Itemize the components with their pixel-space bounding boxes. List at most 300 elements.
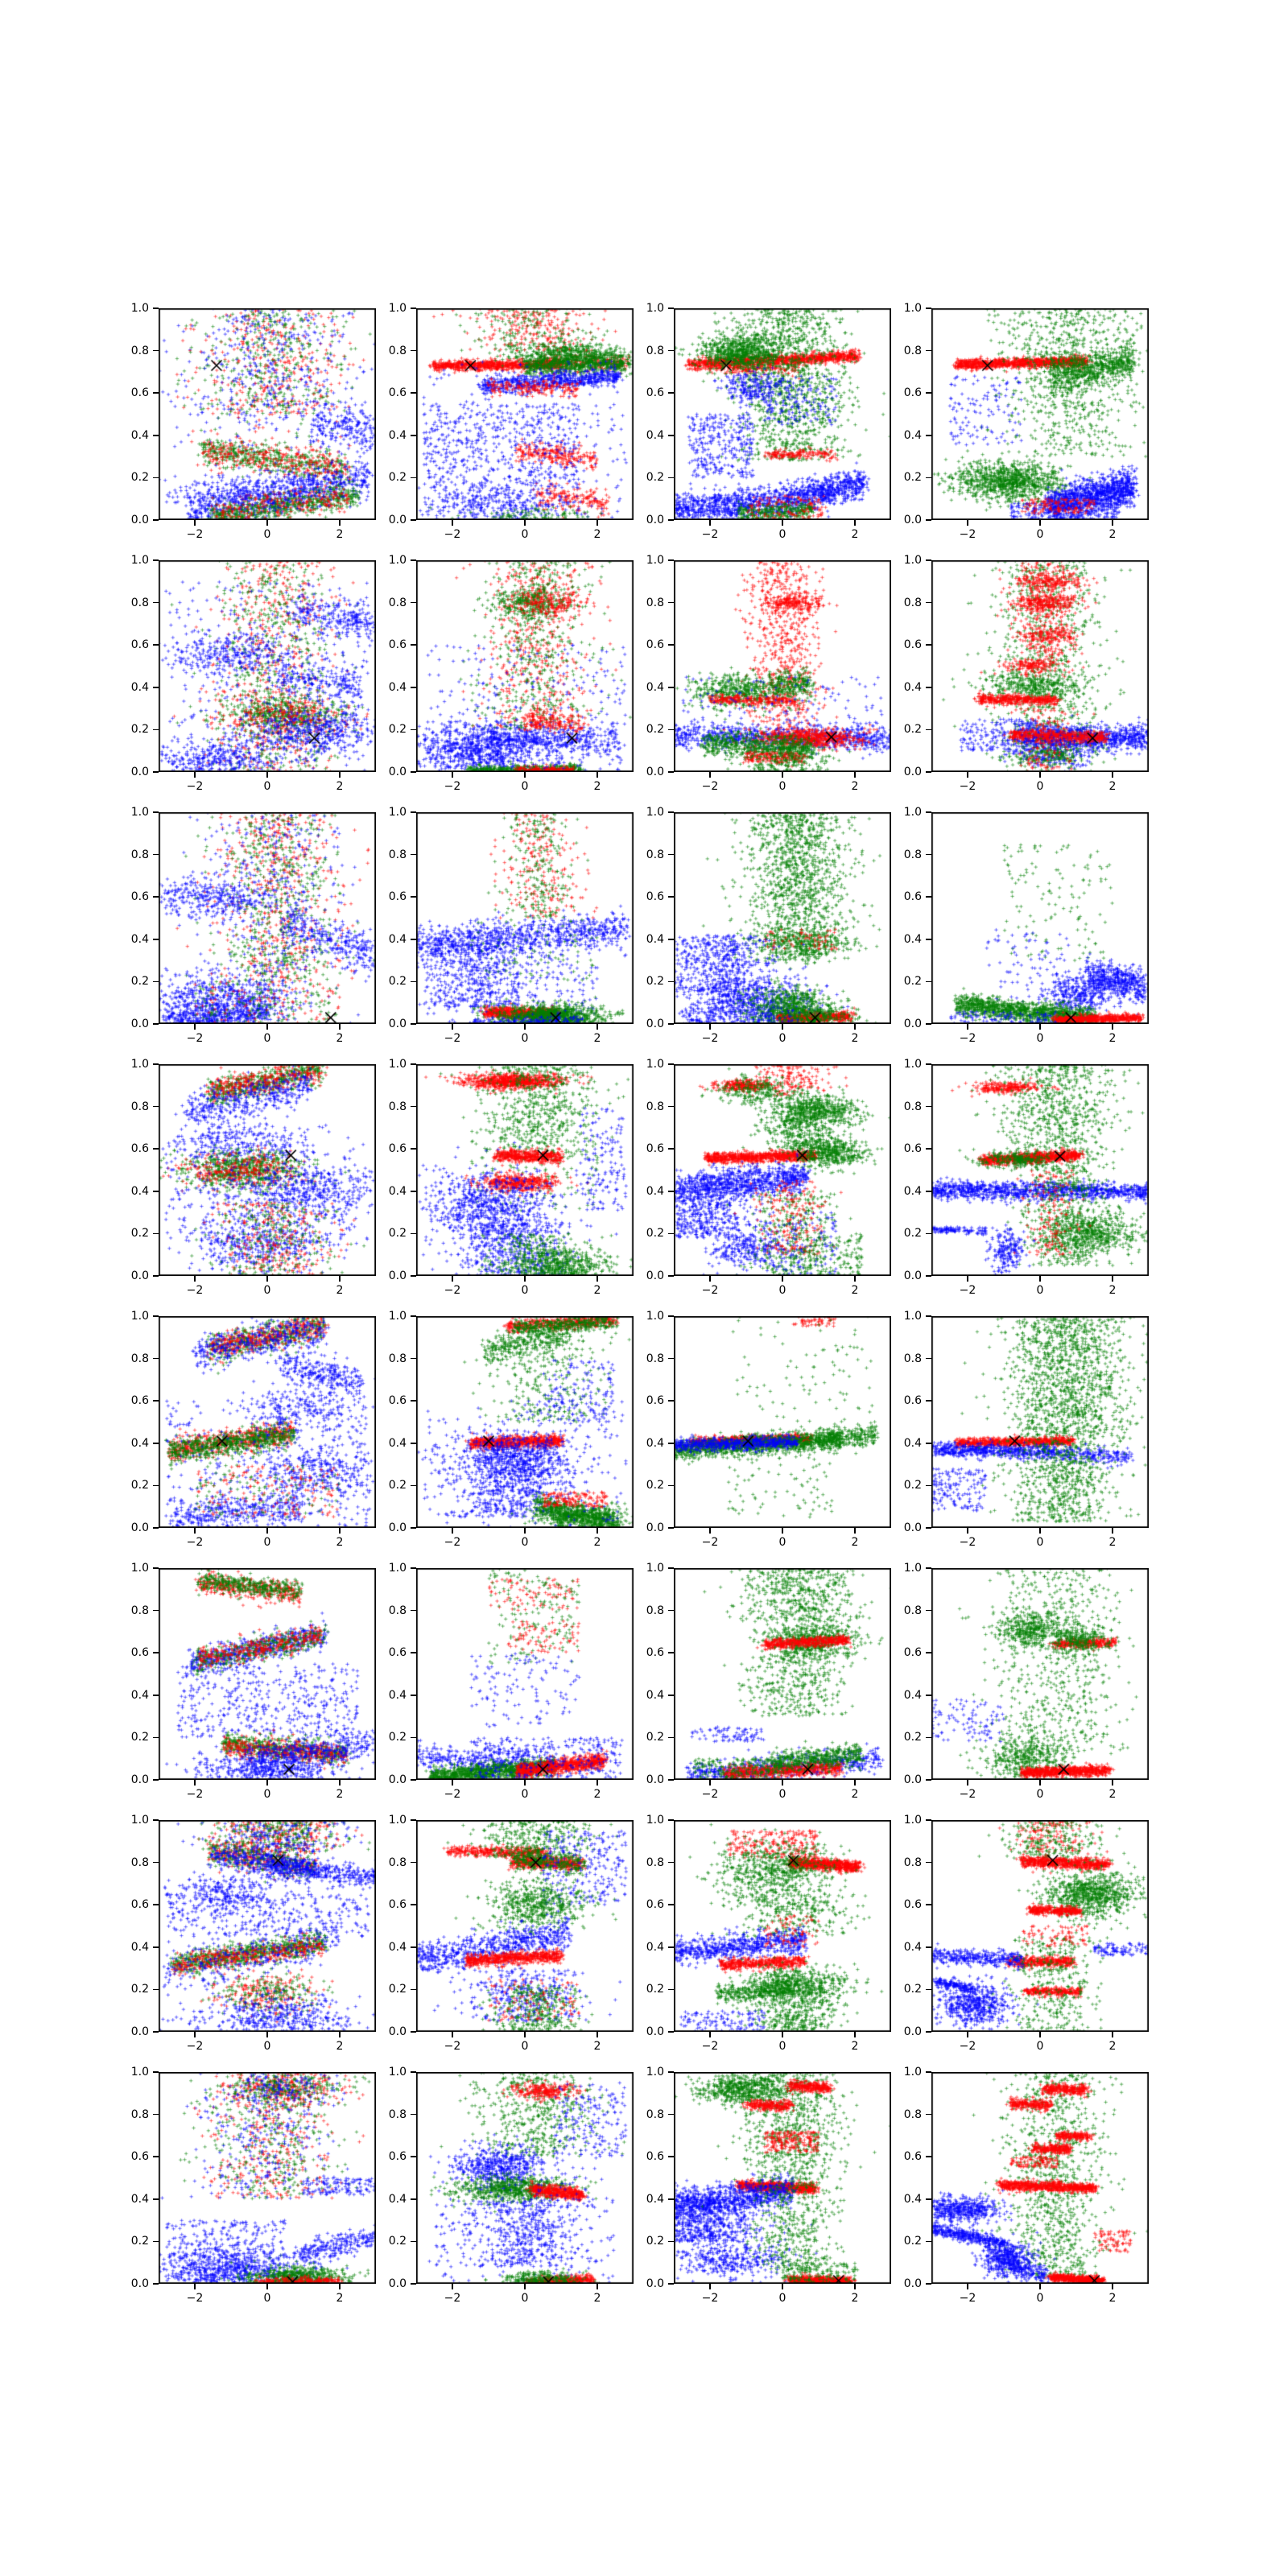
x-tick-mark (709, 772, 711, 778)
y-tick-mark (926, 1652, 931, 1653)
y-tick-label: 0.4 (646, 1688, 664, 1702)
x-tick-mark (597, 772, 598, 778)
y-tick-label: 0.6 (646, 386, 664, 400)
x-tick-mark (967, 1780, 968, 1785)
y-tick-mark (926, 2156, 931, 2157)
scatter-plot-canvas (931, 2072, 1149, 2284)
x-tick-label: 2 (336, 2040, 344, 2053)
y-tick-label: 0.6 (903, 1142, 922, 1156)
y-tick-mark (926, 1904, 931, 1905)
y-tick-label: 0.2 (646, 975, 664, 989)
x-tick-mark (709, 1024, 711, 1030)
x-tick-mark (854, 520, 856, 526)
y-tick-label: 0.8 (646, 596, 664, 609)
x-tick-label: 2 (851, 780, 859, 793)
y-tick-mark (153, 1148, 159, 1150)
x-tick-label: −2 (701, 1788, 719, 1801)
y-tick-label: 0.2 (130, 723, 149, 737)
x-tick-label: 0 (521, 1788, 529, 1801)
y-tick-label: 1.0 (646, 554, 664, 567)
y-tick-label: 0.6 (388, 1646, 407, 1660)
y-tick-mark (926, 308, 931, 309)
x-tick-mark (967, 1276, 968, 1282)
y-tick-label: 1.0 (388, 1562, 407, 1575)
x-tick-mark (194, 1780, 196, 1785)
y-tick-mark (668, 981, 674, 983)
x-tick-mark (967, 2032, 968, 2037)
x-tick-mark (524, 1780, 526, 1785)
x-tick-mark (1112, 1276, 1113, 1282)
y-tick-mark (153, 1275, 159, 1277)
y-tick-label: 0.6 (130, 1394, 149, 1408)
x-tick-mark (524, 1528, 526, 1534)
x-tick-label: −2 (701, 1032, 719, 1045)
y-tick-mark (926, 644, 931, 646)
y-tick-label: 0.4 (903, 1436, 922, 1450)
subplot-r4c3 (646, 1058, 891, 1297)
x-tick-mark (266, 520, 268, 526)
y-tick-mark (668, 1652, 674, 1653)
y-tick-mark (926, 1063, 931, 1065)
x-tick-label: 2 (1108, 2040, 1117, 2053)
x-tick-label: 0 (778, 1536, 786, 1549)
y-tick-mark (411, 729, 416, 731)
y-tick-mark (668, 1737, 674, 1739)
x-tick-label: 2 (593, 1284, 601, 1297)
y-tick-mark (411, 2031, 416, 2033)
x-tick-label: −2 (444, 780, 461, 793)
y-tick-mark (926, 435, 931, 436)
x-tick-mark (1039, 2284, 1041, 2289)
x-tick-label: 0 (263, 1284, 271, 1297)
y-tick-mark (153, 1652, 159, 1653)
y-tick-label: 0.2 (388, 2235, 407, 2248)
y-tick-label: 0.4 (903, 932, 922, 946)
x-tick-label: 2 (1108, 1284, 1117, 1297)
y-tick-mark (153, 896, 159, 898)
x-tick-mark (194, 772, 196, 778)
x-tick-mark (1039, 1780, 1041, 1785)
y-tick-mark (411, 1400, 416, 1402)
x-tick-label: −2 (186, 1032, 204, 1045)
y-tick-mark (926, 1443, 931, 1444)
y-tick-mark (411, 1063, 416, 1065)
subplot-r3c3 (646, 806, 891, 1045)
y-tick-mark (668, 854, 674, 856)
x-tick-mark (782, 1528, 783, 1534)
x-tick-mark (452, 520, 453, 526)
y-tick-mark (153, 2283, 159, 2285)
y-tick-label: 0.4 (903, 1184, 922, 1198)
y-tick-mark (926, 687, 931, 688)
y-tick-label: 0.8 (646, 848, 664, 861)
y-tick-label: 0.8 (130, 1352, 149, 1365)
x-tick-mark (339, 2032, 341, 2037)
subplot-r2c1 (130, 554, 376, 793)
x-tick-mark (524, 2032, 526, 2037)
x-tick-label: −2 (959, 1032, 976, 1045)
x-tick-label: 0 (521, 528, 529, 541)
y-tick-mark (926, 1695, 931, 1696)
scatter-plot-canvas (931, 308, 1149, 520)
scatter-plot-canvas (159, 2072, 376, 2284)
y-tick-label: 0.0 (130, 514, 149, 526)
y-tick-mark (411, 771, 416, 773)
y-tick-mark (153, 644, 159, 646)
x-tick-mark (709, 1528, 711, 1534)
x-tick-mark (854, 1780, 856, 1785)
y-tick-label: 0.4 (646, 680, 664, 694)
y-tick-label: 1.0 (646, 1562, 664, 1575)
y-tick-label: 0.4 (130, 2192, 149, 2206)
x-tick-label: −2 (701, 2040, 719, 2053)
x-tick-mark (452, 2032, 453, 2037)
y-tick-label: 0.6 (130, 1898, 149, 1912)
scatter-plot-canvas (931, 812, 1149, 1024)
x-tick-mark (452, 772, 453, 778)
y-tick-mark (668, 2114, 674, 2116)
y-tick-label: 0.0 (646, 1018, 664, 1030)
y-tick-label: 0.8 (130, 848, 149, 861)
y-tick-label: 0.0 (903, 1521, 922, 1534)
y-tick-label: 1.0 (903, 302, 922, 315)
y-tick-label: 0.4 (388, 1688, 407, 1702)
x-tick-mark (1112, 772, 1113, 778)
y-tick-mark (926, 477, 931, 479)
y-tick-mark (926, 1485, 931, 1487)
x-tick-mark (339, 1276, 341, 1282)
x-tick-mark (524, 520, 526, 526)
y-tick-mark (668, 559, 674, 561)
y-tick-label: 0.4 (646, 1940, 664, 1954)
y-tick-mark (411, 1989, 416, 1991)
y-tick-mark (411, 687, 416, 688)
y-tick-label: 0.0 (130, 1269, 149, 1282)
y-tick-label: 0.8 (903, 596, 922, 609)
y-tick-mark (153, 1315, 159, 1317)
x-tick-label: 2 (336, 2292, 344, 2305)
x-tick-mark (524, 1024, 526, 1030)
y-tick-mark (153, 1358, 159, 1360)
y-tick-mark (411, 1862, 416, 1864)
y-tick-label: 0.0 (903, 1773, 922, 1786)
x-tick-label: 2 (336, 528, 344, 541)
x-tick-label: 0 (1036, 1032, 1044, 1045)
y-tick-label: 0.2 (646, 723, 664, 737)
scatter-plot-canvas (159, 1568, 376, 1780)
y-tick-mark (668, 729, 674, 731)
y-tick-mark (668, 1315, 674, 1317)
x-tick-mark (1112, 1024, 1113, 1030)
y-tick-label: 0.6 (646, 638, 664, 652)
x-tick-label: 2 (593, 2292, 601, 2305)
scatter-plot-canvas (931, 1316, 1149, 1528)
x-tick-mark (266, 2032, 268, 2037)
y-tick-mark (153, 1567, 159, 1569)
x-tick-label: −2 (444, 2040, 461, 2053)
scatter-plot-canvas (159, 308, 376, 520)
y-tick-label: 1.0 (388, 554, 407, 567)
x-tick-label: 0 (778, 1032, 786, 1045)
x-tick-mark (452, 1780, 453, 1785)
y-tick-mark (153, 1946, 159, 1948)
y-tick-mark (153, 1485, 159, 1487)
x-tick-label: 0 (1036, 1788, 1044, 1801)
x-tick-label: 0 (1036, 528, 1044, 541)
x-tick-mark (194, 520, 196, 526)
y-tick-label: 0.6 (388, 1394, 407, 1408)
x-tick-mark (782, 772, 783, 778)
y-tick-mark (668, 1106, 674, 1108)
x-tick-mark (597, 1780, 598, 1785)
y-tick-mark (411, 1567, 416, 1569)
y-tick-mark (411, 477, 416, 479)
y-tick-label: 0.2 (130, 2235, 149, 2248)
x-tick-mark (1112, 2284, 1113, 2289)
y-tick-mark (926, 559, 931, 561)
y-tick-mark (411, 308, 416, 309)
y-tick-mark (926, 2071, 931, 2073)
y-tick-mark (153, 1023, 159, 1025)
y-tick-label: 0.0 (388, 1269, 407, 1282)
y-tick-mark (153, 1191, 159, 1192)
y-tick-mark (668, 308, 674, 309)
scatter-plot-canvas (674, 308, 891, 520)
y-tick-label: 1.0 (130, 2066, 149, 2079)
x-tick-label: 0 (263, 780, 271, 793)
y-tick-label: 0.8 (388, 1352, 407, 1365)
y-tick-label: 0.2 (646, 1731, 664, 1744)
x-tick-mark (194, 1528, 196, 1534)
y-tick-label: 0.4 (388, 1436, 407, 1450)
y-tick-label: 0.6 (130, 1646, 149, 1660)
y-tick-mark (668, 1233, 674, 1235)
x-tick-label: 2 (336, 1536, 344, 1549)
x-tick-label: −2 (701, 780, 719, 793)
y-tick-mark (411, 2114, 416, 2116)
subplot-r6c2 (388, 1562, 634, 1801)
x-tick-label: −2 (959, 2292, 976, 2305)
y-tick-mark (153, 1779, 159, 1781)
y-tick-label: 0.8 (388, 1856, 407, 1869)
x-tick-mark (194, 1276, 196, 1282)
x-tick-label: 2 (593, 1536, 601, 1549)
x-tick-label: 2 (336, 1284, 344, 1297)
x-tick-label: 2 (593, 1788, 601, 1801)
y-tick-label: 0.2 (130, 1479, 149, 1492)
x-tick-label: 2 (851, 2292, 859, 2305)
y-tick-label: 0.8 (903, 1100, 922, 1113)
x-tick-mark (782, 2284, 783, 2289)
y-tick-label: 0.8 (388, 848, 407, 861)
subplot-r5c1 (130, 1310, 376, 1549)
subplot-r5c3 (646, 1310, 891, 1549)
x-tick-label: −2 (959, 1536, 976, 1549)
x-tick-mark (597, 1024, 598, 1030)
y-tick-mark (926, 1779, 931, 1781)
y-tick-mark (153, 1233, 159, 1235)
y-tick-label: 0.6 (388, 2150, 407, 2164)
x-tick-label: −2 (959, 1788, 976, 1801)
x-tick-label: 2 (1108, 1032, 1117, 1045)
x-tick-mark (1112, 520, 1113, 526)
scatter-plot-canvas (674, 560, 891, 772)
y-tick-mark (153, 308, 159, 309)
x-tick-label: 2 (851, 1284, 859, 1297)
y-tick-mark (153, 811, 159, 813)
scatter-plot-canvas (159, 1064, 376, 1276)
y-tick-mark (668, 519, 674, 521)
y-tick-label: 0.4 (130, 1688, 149, 1702)
y-tick-label: 0.4 (388, 2192, 407, 2206)
subplot-r8c3 (646, 2066, 891, 2305)
y-tick-mark (153, 350, 159, 352)
y-tick-mark (668, 2283, 674, 2285)
y-tick-label: 0.2 (130, 1983, 149, 1996)
x-tick-mark (524, 1276, 526, 1282)
y-tick-label: 0.0 (388, 1521, 407, 1534)
y-tick-label: 0.2 (646, 1479, 664, 1492)
y-tick-mark (153, 1862, 159, 1864)
y-tick-mark (411, 1904, 416, 1905)
y-tick-label: 0.8 (388, 1100, 407, 1113)
y-tick-label: 0.6 (646, 1142, 664, 1156)
y-tick-mark (668, 1904, 674, 1905)
y-tick-mark (153, 771, 159, 773)
y-tick-mark (926, 602, 931, 604)
y-tick-mark (153, 729, 159, 731)
y-tick-mark (411, 1148, 416, 1150)
scatter-plot-canvas (674, 1820, 891, 2032)
y-tick-mark (926, 1527, 931, 1529)
y-tick-label: 0.2 (388, 1479, 407, 1492)
y-tick-label: 0.0 (646, 1773, 664, 1786)
x-tick-mark (1039, 520, 1041, 526)
y-tick-mark (926, 1862, 931, 1864)
y-tick-label: 0.2 (903, 975, 922, 989)
y-tick-label: 0.6 (130, 1142, 149, 1156)
x-tick-label: 0 (778, 2292, 786, 2305)
y-tick-mark (926, 350, 931, 352)
y-tick-label: 0.0 (388, 1773, 407, 1786)
subplot-r2c3 (646, 554, 891, 793)
x-tick-label: −2 (701, 528, 719, 541)
x-tick-label: 0 (1036, 780, 1044, 793)
x-tick-label: −2 (186, 2040, 204, 2053)
scatter-plot-canvas (674, 1316, 891, 1528)
y-tick-label: 0.8 (388, 2107, 407, 2121)
x-tick-mark (194, 1024, 196, 1030)
y-tick-mark (926, 939, 931, 940)
y-tick-label: 0.2 (646, 471, 664, 485)
y-tick-mark (411, 1819, 416, 1821)
y-tick-label: 0.8 (903, 1856, 922, 1869)
y-tick-mark (153, 854, 159, 856)
x-tick-label: 0 (263, 2040, 271, 2053)
y-tick-label: 1.0 (903, 806, 922, 819)
subplot-r1c4 (903, 302, 1149, 541)
y-tick-label: 1.0 (130, 1310, 149, 1323)
y-tick-mark (926, 771, 931, 773)
scatter-plot-canvas (416, 1568, 634, 1780)
x-tick-mark (967, 520, 968, 526)
x-tick-mark (339, 520, 341, 526)
x-tick-label: −2 (444, 1788, 461, 1801)
y-tick-label: 0.4 (388, 680, 407, 694)
y-tick-label: 0.0 (646, 514, 664, 526)
x-tick-label: 0 (521, 780, 529, 793)
y-tick-mark (411, 644, 416, 646)
y-tick-mark (411, 1652, 416, 1653)
subplot-r8c2 (388, 2066, 634, 2305)
y-tick-mark (668, 2198, 674, 2200)
y-tick-label: 1.0 (388, 806, 407, 819)
y-tick-label: 0.2 (646, 1983, 664, 1996)
scatter-plot-canvas (931, 560, 1149, 772)
x-tick-mark (782, 520, 783, 526)
y-tick-mark (153, 2156, 159, 2157)
x-tick-label: 0 (1036, 1536, 1044, 1549)
scatter-plot-canvas (416, 1820, 634, 2032)
x-tick-mark (339, 1528, 341, 1534)
y-tick-label: 1.0 (903, 554, 922, 567)
y-tick-label: 0.4 (646, 1184, 664, 1198)
y-tick-mark (411, 1485, 416, 1487)
y-tick-label: 1.0 (646, 806, 664, 819)
y-tick-mark (153, 2241, 159, 2243)
y-tick-mark (926, 811, 931, 813)
y-tick-label: 1.0 (130, 806, 149, 819)
y-tick-label: 0.6 (903, 1898, 922, 1912)
scatter-plot-canvas (159, 812, 376, 1024)
y-tick-mark (153, 1443, 159, 1444)
y-tick-mark (926, 1946, 931, 1948)
y-tick-mark (668, 687, 674, 688)
y-tick-label: 0.2 (646, 1227, 664, 1241)
x-tick-label: −2 (444, 2292, 461, 2305)
y-tick-label: 0.0 (130, 2277, 149, 2290)
scatter-plot-canvas (931, 1820, 1149, 2032)
x-tick-label: 0 (521, 1284, 529, 1297)
y-tick-label: 0.4 (646, 932, 664, 946)
y-tick-mark (668, 2031, 674, 2033)
y-tick-mark (926, 1023, 931, 1025)
subplot-r4c1 (130, 1058, 376, 1297)
subplot-r8c1 (130, 2066, 376, 2305)
subplot-r3c2 (388, 806, 634, 1045)
y-tick-label: 1.0 (130, 554, 149, 567)
x-tick-label: −2 (701, 1536, 719, 1549)
y-tick-label: 0.4 (388, 428, 407, 442)
x-tick-mark (1112, 1780, 1113, 1785)
y-tick-mark (411, 811, 416, 813)
y-tick-label: 0.0 (388, 766, 407, 778)
x-tick-label: −2 (959, 1284, 976, 1297)
y-tick-label: 1.0 (388, 1310, 407, 1323)
y-tick-mark (926, 2114, 931, 2116)
x-tick-mark (1039, 772, 1041, 778)
x-tick-label: −2 (186, 528, 204, 541)
y-tick-label: 0.4 (903, 1940, 922, 1954)
x-tick-mark (782, 1780, 783, 1785)
y-tick-mark (668, 435, 674, 436)
y-tick-mark (153, 477, 159, 479)
x-tick-label: 0 (263, 528, 271, 541)
x-tick-mark (854, 1024, 856, 1030)
y-tick-mark (153, 1527, 159, 1529)
x-tick-mark (266, 772, 268, 778)
y-tick-mark (153, 1737, 159, 1739)
